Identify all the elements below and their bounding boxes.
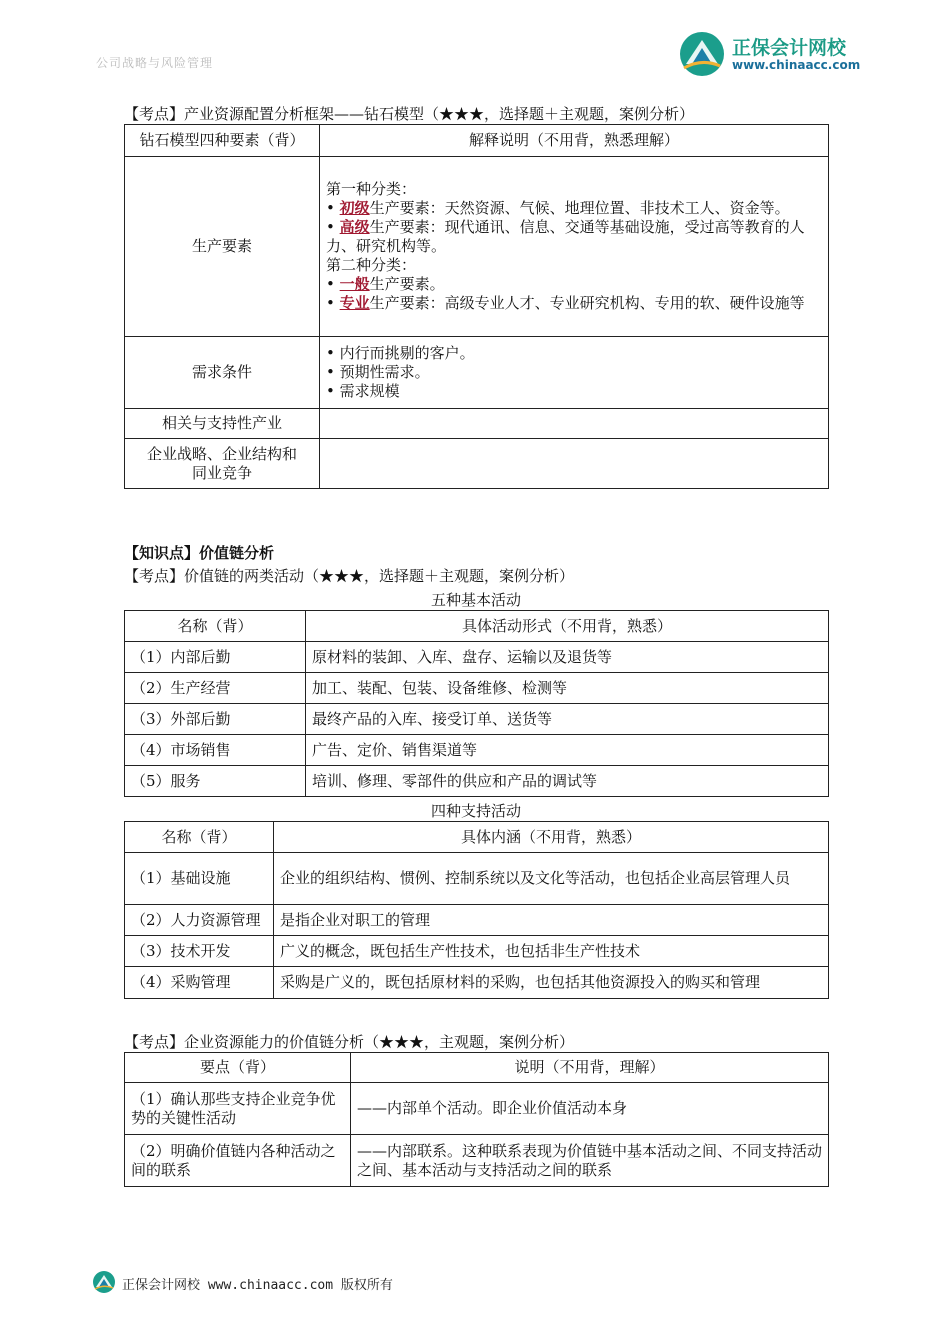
activity-detail: 最终产品的入库、接受订单、送货等	[306, 704, 829, 735]
table-header-row	[125, 822, 829, 853]
table-row	[125, 673, 829, 704]
activity-detail: 企业的组织结构、惯例、控制系统以及文化等活动，也包括企业高层管理人员	[274, 853, 829, 905]
header-cell: 名称（背）	[125, 611, 306, 642]
logo-name: 正保会计网校	[732, 37, 847, 59]
table-row	[125, 905, 829, 936]
knowledge-heading: 【知识点】价值链分析	[124, 544, 275, 562]
header-cell: 要点（背）	[125, 1053, 351, 1083]
value-chain-analysis-table	[124, 1052, 829, 1187]
activity-name: （3）技术开发	[125, 936, 274, 967]
table-row	[125, 704, 829, 735]
diamond-model-table	[124, 124, 829, 489]
activity-name: （1）内部后勤	[125, 642, 306, 673]
classification-title: 第一种分类：	[326, 180, 417, 198]
header-cell: 名称（背）	[125, 822, 274, 853]
table-row	[125, 766, 829, 797]
activity-name: （4）市场销售	[125, 735, 306, 766]
header-cell: 具体内涵（不用背，熟悉）	[274, 822, 829, 853]
activity-name: （5）服务	[125, 766, 306, 797]
keyword: 高级	[339, 218, 370, 236]
section3-heading: 【考点】企业资源能力的价值链分析（★★★，主观题，案例分析）	[124, 1033, 575, 1051]
activity-detail: 培训、修理、零部件的供应和产品的调试等	[306, 766, 829, 797]
bullet-item: • 专业生产要素：高级专业人才、专业研究机构、专用的软、硬件设施等	[326, 294, 805, 312]
bullet-item: • 一般生产要素。	[326, 275, 445, 293]
header-cell: 钻石模型四种要素（背）	[125, 125, 320, 157]
keyword: 一般	[339, 275, 370, 293]
factor-description	[320, 409, 829, 439]
table-header-row	[125, 611, 829, 642]
keyword: 专业	[339, 294, 370, 312]
section1-heading: 【考点】产业资源配置分析框架——钻石模型（★★★，选择题＋主观题，案例分析）	[124, 105, 695, 123]
basic-activities-table	[124, 610, 829, 797]
point-name: （2）明确价值链内各种活动之间的联系	[125, 1135, 351, 1187]
header-cell: 解释说明（不用背，熟悉理解）	[320, 125, 829, 157]
header-faint-text: 公司战略与风险管理	[96, 56, 214, 70]
activity-name: （4）采购管理	[125, 967, 274, 999]
logo-url: www.chinaacc.com	[732, 58, 861, 72]
table-row	[125, 735, 829, 766]
basic-activities-caption: 五种基本活动	[430, 591, 521, 609]
factor-label: 生产要素	[125, 157, 320, 337]
table-row	[125, 853, 829, 905]
table-row	[125, 936, 829, 967]
bullet-item: • 内行而挑剔的客户。	[326, 344, 475, 362]
table-row	[125, 439, 829, 489]
table-row	[125, 337, 829, 409]
activity-detail: 采购是广义的，既包括原材料的采购，也包括其他资源投入的购买和管理	[274, 967, 829, 999]
point-name: （1）确认那些支持企业竞争优势的关键性活动	[125, 1083, 351, 1135]
factor-description	[320, 439, 829, 489]
bullet-item: • 初级生产要素：天然资源、气候、地理位置、非技术工人、资金等。	[326, 199, 790, 217]
activity-name: （2）人力资源管理	[125, 905, 274, 936]
table-row	[125, 157, 829, 337]
factor-label: 相关与支持性产业	[125, 409, 320, 439]
point-detail: ——内部联系。这种联系表现为价值链中基本活动之间、不同支持活动之间、基本活动与支持活动之间的联系	[351, 1135, 829, 1187]
footer-copyright: 正保会计网校 www.chinaacc.com 版权所有	[122, 1278, 393, 1293]
activity-detail: 加工、装配、包装、设备维修、检测等	[306, 673, 829, 704]
bullet-item: • 预期性需求。	[326, 363, 430, 381]
factor-label: 需求条件	[125, 337, 320, 409]
activity-name: （3）外部后勤	[125, 704, 306, 735]
table-header-row	[125, 125, 829, 157]
activity-detail: 广义的概念，既包括生产性技术，也包括非生产性技术	[274, 936, 829, 967]
table-row	[125, 642, 829, 673]
factor-description	[320, 157, 829, 337]
section2-heading: 【考点】价值链的两类活动（★★★，选择题＋主观题，案例分析）	[124, 567, 575, 585]
activity-detail: 广告、定价、销售渠道等	[306, 735, 829, 766]
factor-description	[320, 337, 829, 409]
header-cell: 具体活动形式（不用背，熟悉）	[306, 611, 829, 642]
bullet-item: • 需求规模	[326, 382, 400, 400]
header-cell: 说明（不用背，理解）	[351, 1053, 829, 1083]
support-activities-caption: 四种支持活动	[430, 802, 521, 820]
footer-logo-icon	[92, 1270, 116, 1294]
table-row	[125, 967, 829, 999]
activity-detail: 是指企业对职工的管理	[274, 905, 829, 936]
table-row	[125, 409, 829, 439]
keyword: 初级	[339, 199, 370, 217]
activity-name: （2）生产经营	[125, 673, 306, 704]
support-activities-table	[124, 821, 829, 999]
table-row	[125, 1135, 829, 1187]
table-header-row	[125, 1053, 829, 1083]
point-detail: ——内部单个活动。即企业价值活动本身	[351, 1083, 829, 1135]
activity-detail: 原材料的装卸、入库、盘存、运输以及退货等	[306, 642, 829, 673]
activity-name: （1）基础设施	[125, 853, 274, 905]
brand-logo	[678, 30, 878, 80]
factor-label: 企业战略、企业结构和 同业竞争	[125, 439, 320, 489]
table-row	[125, 1083, 829, 1135]
classification-title: 第二种分类：	[326, 256, 417, 274]
bullet-item: • 高级生产要素：现代通讯、信息、交通等基础设施，受过高等教育的人力、研究机构等。	[326, 218, 805, 255]
logo-emblem-icon	[678, 30, 726, 78]
